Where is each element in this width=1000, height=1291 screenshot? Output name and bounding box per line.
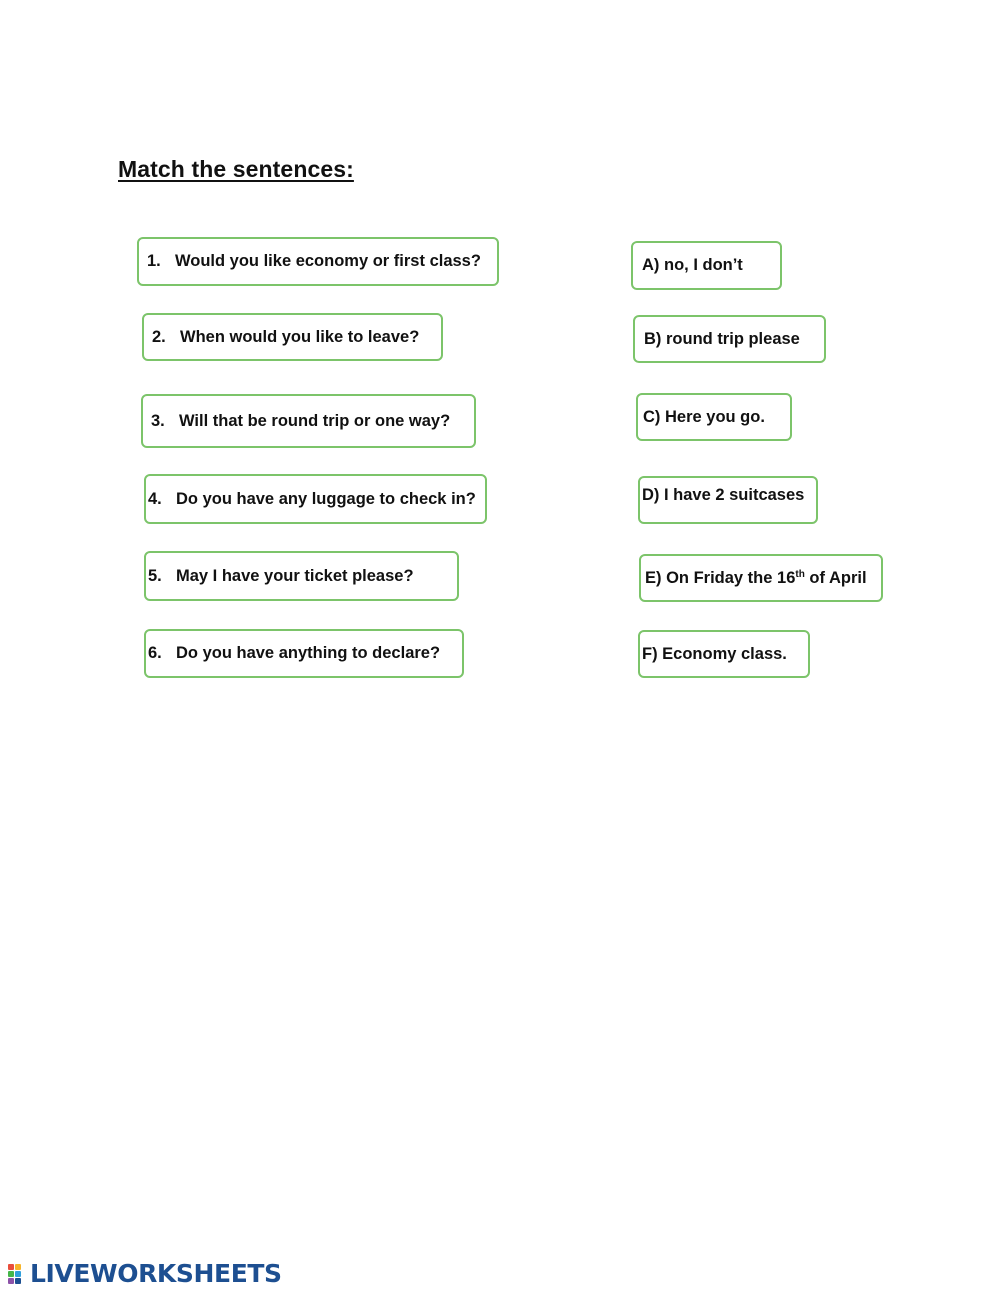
answer-text-main: E) On Friday the 16: [645, 568, 796, 587]
question-text: Do you have any luggage to check in?: [176, 489, 476, 508]
worksheet-title: Match the sentences:: [118, 156, 354, 182]
brand-name: LIVEWORKSHEETS: [30, 1258, 282, 1288]
question-5[interactable]: [144, 551, 459, 601]
question-text: Do you have anything to declare?: [176, 644, 441, 663]
liveworksheets-logo-icon: [8, 1261, 28, 1285]
answer-text: F) Economy class.: [642, 644, 787, 663]
answer-text: C) Here you go.: [643, 407, 765, 426]
answer-d[interactable]: [638, 476, 818, 524]
question-text: May I have your ticket please?: [176, 566, 414, 585]
question-number: 6.: [148, 644, 162, 663]
ordinal-suffix: th: [795, 568, 805, 580]
question-3[interactable]: [141, 394, 476, 448]
answer-b[interactable]: [633, 315, 826, 363]
answer-text: [645, 570, 867, 587]
answer-text: A) no, I don’t: [642, 256, 743, 275]
footer-branding: [8, 1258, 282, 1288]
question-number: 5.: [148, 566, 162, 585]
question-text: When would you like to leave?: [180, 327, 420, 346]
answer-f[interactable]: [638, 630, 810, 678]
answer-text: D) I have 2 suitcases: [642, 486, 805, 504]
question-text: Would you like economy or first class?: [175, 252, 481, 271]
answer-c[interactable]: [636, 393, 792, 441]
question-text: Will that be round trip or one way?: [179, 411, 451, 430]
question-2[interactable]: [142, 313, 443, 361]
question-1[interactable]: [137, 237, 499, 286]
question-4[interactable]: [144, 474, 487, 524]
answer-a[interactable]: [631, 241, 782, 290]
answer-e[interactable]: [639, 554, 883, 602]
question-number: 3.: [151, 411, 165, 430]
question-number: 4.: [148, 489, 162, 508]
question-number: 2.: [152, 327, 166, 346]
answer-text-end: of April: [804, 568, 867, 587]
question-6[interactable]: [144, 629, 464, 678]
answer-text: B) round trip please: [644, 329, 800, 348]
question-number: 1.: [147, 252, 161, 271]
